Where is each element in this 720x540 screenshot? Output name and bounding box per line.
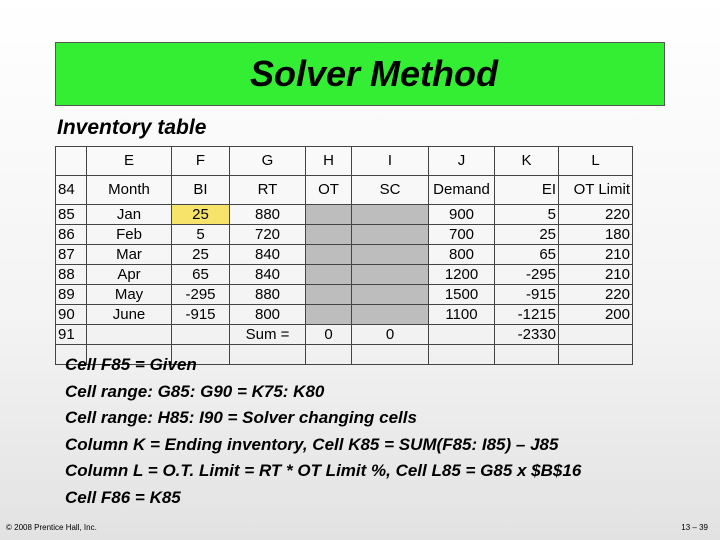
- demand-cell: 900: [429, 205, 495, 225]
- ei-cell: -2330: [495, 325, 559, 345]
- header-bi: BI: [172, 176, 230, 205]
- ei-cell: -915: [495, 285, 559, 305]
- ot-limit-cell: 220: [559, 285, 633, 305]
- demand-cell: 800: [429, 245, 495, 265]
- sc-cell: 0: [352, 325, 429, 345]
- col-letter-g: G: [230, 147, 306, 176]
- row-number: 91: [56, 325, 87, 345]
- row-number: 90: [56, 305, 87, 325]
- ot-cell: [306, 205, 352, 225]
- header-demand: Demand: [429, 176, 495, 205]
- bi-cell: -915: [172, 305, 230, 325]
- col-letter-i: I: [352, 147, 429, 176]
- header-rt: RT: [230, 176, 306, 205]
- ei-cell: -295: [495, 265, 559, 285]
- table-row: [56, 305, 633, 325]
- header-month: Month: [87, 176, 172, 205]
- demand-cell: 1200: [429, 265, 495, 285]
- demand-cell: 1100: [429, 305, 495, 325]
- month-cell: June: [87, 305, 172, 325]
- ot-cell: 0: [306, 325, 352, 345]
- ot-cell: [306, 305, 352, 325]
- bi-cell: -295: [172, 285, 230, 305]
- bi-cell: [172, 325, 230, 345]
- sc-cell: [352, 285, 429, 305]
- ot-cell: [306, 285, 352, 305]
- rt-cell: 880: [230, 285, 306, 305]
- bi-cell: 5: [172, 225, 230, 245]
- month-cell: Mar: [87, 245, 172, 265]
- table-row: [56, 225, 633, 245]
- bi-cell: 65: [172, 265, 230, 285]
- table-row: [56, 205, 633, 225]
- sc-cell: [352, 305, 429, 325]
- sc-cell: [352, 205, 429, 225]
- month-cell: Jan: [87, 205, 172, 225]
- month-cell: [87, 325, 172, 345]
- copyright-text: © 2008 Prentice Hall, Inc.: [6, 523, 97, 532]
- ei-cell: 25: [495, 225, 559, 245]
- col-letter-j: J: [429, 147, 495, 176]
- col-letter-e: E: [87, 147, 172, 176]
- ot-limit-cell: 180: [559, 225, 633, 245]
- inventory-table: [55, 146, 633, 365]
- table-header-row: [56, 176, 633, 205]
- table-row: [56, 265, 633, 285]
- table-row: [56, 245, 633, 265]
- corner-cell: [56, 147, 87, 176]
- header-ot-limit: OT Limit: [559, 176, 633, 205]
- header-ei: EI: [495, 176, 559, 205]
- table-row: [56, 325, 633, 345]
- demand-cell: 1500: [429, 285, 495, 305]
- ot-limit-cell: [559, 325, 633, 345]
- bi-cell: 25: [172, 245, 230, 265]
- rt-cell: 840: [230, 245, 306, 265]
- header-sc: SC: [352, 176, 429, 205]
- rt-cell: 840: [230, 265, 306, 285]
- note-line: Cell F86 = K85: [65, 487, 181, 507]
- page-number: 13 – 39: [681, 523, 708, 532]
- rt-cell: 880: [230, 205, 306, 225]
- table-row: [56, 285, 633, 305]
- sc-cell: [352, 225, 429, 245]
- row-number: 89: [56, 285, 87, 305]
- rt-cell: 800: [230, 305, 306, 325]
- col-letter-h: H: [306, 147, 352, 176]
- month-cell: Feb: [87, 225, 172, 245]
- demand-cell: 700: [429, 225, 495, 245]
- notes-block: [65, 352, 581, 511]
- header-ot: OT: [306, 176, 352, 205]
- column-letter-row: [56, 147, 633, 176]
- ot-limit-cell: 220: [559, 205, 633, 225]
- bi-cell: 25: [172, 205, 230, 225]
- row-number: 88: [56, 265, 87, 285]
- note-line: Column K = Ending inventory, Cell K85 = SUM(F85: I85) – J85: [65, 434, 559, 454]
- col-letter-l: L: [559, 147, 633, 176]
- row-number: 84: [56, 176, 87, 205]
- rt-cell: 720: [230, 225, 306, 245]
- note-line: Cell range: H85: I90 = Solver changing cells: [65, 408, 417, 427]
- note-line: Cell range: G85: G90 = K75: K80: [65, 381, 325, 401]
- demand-cell: [429, 325, 495, 345]
- note-line: Column L = O.T. Limit = RT * OT Limit %, Cell L85 = G85 x $B$16: [65, 461, 582, 480]
- row-number: 85: [56, 205, 87, 225]
- col-letter-k: K: [495, 147, 559, 176]
- title-banner: [55, 42, 665, 106]
- ot-cell: [306, 245, 352, 265]
- ot-limit-cell: 210: [559, 245, 633, 265]
- ot-limit-cell: 200: [559, 305, 633, 325]
- month-cell: Apr: [87, 265, 172, 285]
- note-line: Cell F85 = Given: [65, 355, 197, 374]
- ot-limit-cell: 210: [559, 265, 633, 285]
- ot-cell: [306, 225, 352, 245]
- rt-cell: Sum =: [230, 325, 306, 345]
- slide-title: Solver Method: [249, 53, 498, 94]
- col-letter-f: F: [172, 147, 230, 176]
- ei-cell: -1215: [495, 305, 559, 325]
- month-cell: May: [87, 285, 172, 305]
- sc-cell: [352, 265, 429, 285]
- ei-cell: 65: [495, 245, 559, 265]
- ot-cell: [306, 265, 352, 285]
- ei-cell: 5: [495, 205, 559, 225]
- row-number: 86: [56, 225, 87, 245]
- sc-cell: [352, 245, 429, 265]
- row-number: 87: [56, 245, 87, 265]
- slide-subtitle: Inventory table: [57, 116, 207, 139]
